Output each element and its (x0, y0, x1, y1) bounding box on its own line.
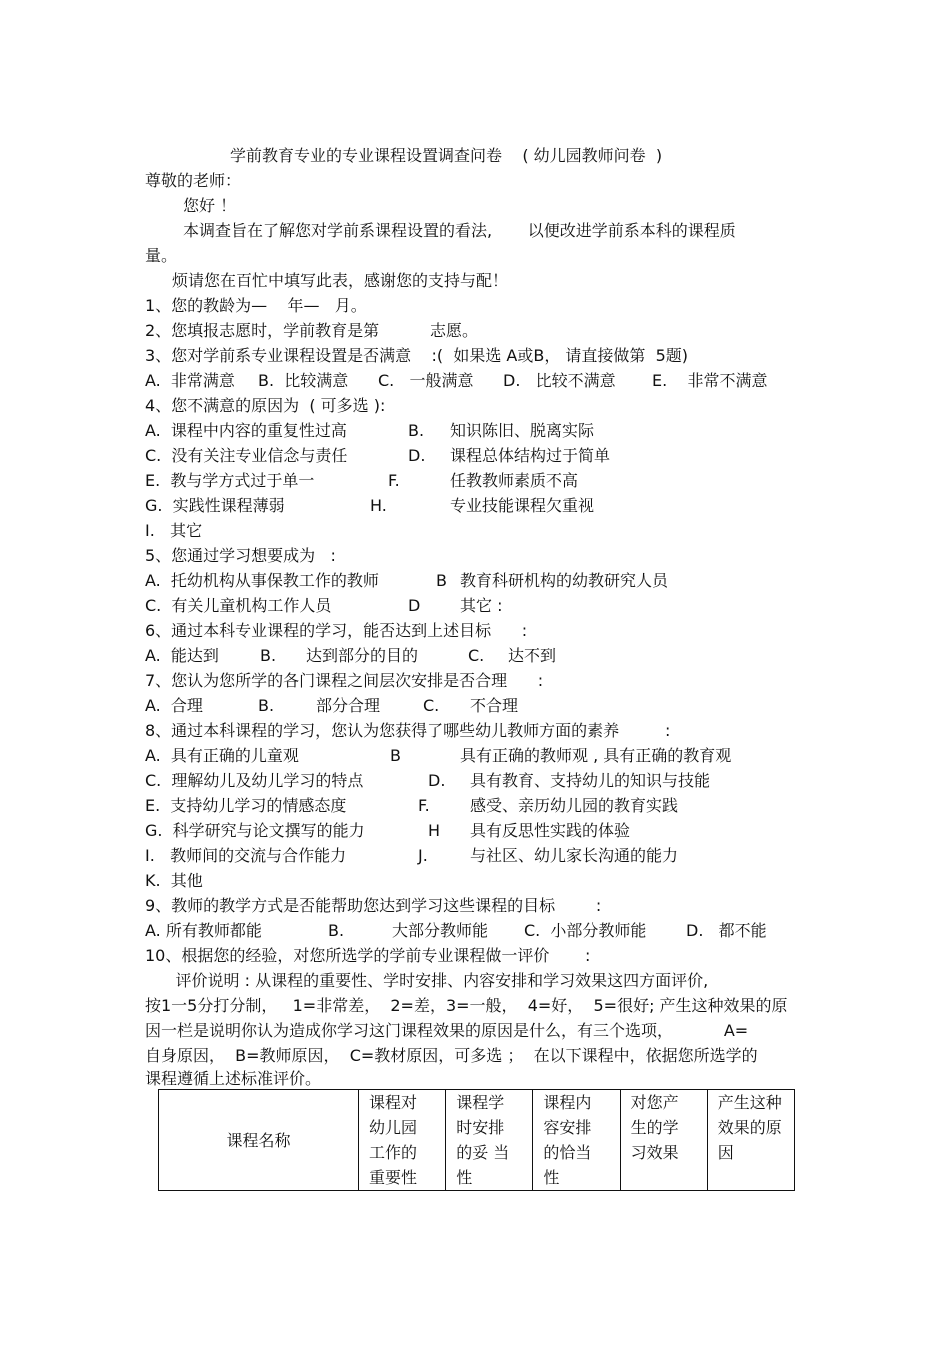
option-q8-k: K. 其他 (145, 871, 203, 890)
intro-line-2: 量。 (145, 246, 178, 265)
option-q4-d-letter: D. (408, 446, 426, 465)
option-q8-g: G. 科学研究与论文撰写的能力 (145, 821, 365, 840)
option-q8-d-letter: D. (428, 771, 446, 790)
option-q8-h: 具有反思性实践的体验 (470, 821, 631, 840)
option-q8-b: 具有正确的教师观 , 具有正确的教育观 (460, 746, 732, 765)
option-q7-c-letter: C. (423, 696, 440, 715)
option-q4-e: E. 教与学方式过于单一 (145, 471, 315, 490)
option-q8-f: 感受、亲历幼儿园的教育实践 (470, 796, 679, 815)
header-effect (620, 1090, 707, 1191)
question-7: 7、您认为您所学的各门课程之间层次安排是否合理 : (145, 671, 544, 690)
option-q8-a: A. 具有正确的儿童观 (145, 746, 299, 765)
option-q9-b: 大部分教师能 (392, 921, 489, 940)
option-q4-a: A. 课程中内容的重复性过高 (145, 421, 347, 440)
option-q8-e: E. 支持幼儿学习的情感态度 (145, 796, 347, 815)
option-q6-c-letter: C. (468, 646, 485, 665)
header-hours (446, 1090, 533, 1191)
option-q5-b-letter: B (436, 571, 447, 590)
evaluation-line-1: 评价说明 : 从课程的重要性、学时安排、内容安排和学习效果这四方面评价, (145, 971, 709, 990)
header-hours-text: 课程学 时安排 的妥 当 性 (456, 1093, 510, 1187)
option-q9-b-letter: B. (328, 921, 345, 940)
question-5: 5、您通过学习想要成为 : (145, 546, 336, 565)
option-q4-d: 课程总体结构过于简单 (450, 446, 611, 465)
option-q6-a: A. 能达到 (145, 646, 219, 665)
evaluation-line-5: 课程遵循上述标准评价。 (145, 1069, 322, 1088)
option-q6-b: 达到部分的目的 (306, 646, 419, 665)
option-q4-b-letter: B. (408, 421, 425, 440)
option-q3-d: D. 比较不满意 (503, 371, 616, 390)
header-content (533, 1090, 620, 1191)
header-content-text: 课程内 容安排 的恰当 性 (543, 1093, 592, 1187)
option-q8-i: I. 教师间的交流与合作能力 (145, 846, 347, 865)
table-header-row (159, 1090, 795, 1191)
greeting: 尊敬的老师： (145, 171, 242, 190)
option-q4-f-letter: F. (388, 471, 400, 490)
header-reason-text: 产生这种 效果的原 因 (717, 1093, 782, 1162)
option-q7-b-letter: B. (258, 696, 275, 715)
option-q5-c: C. 有关儿童机构工作人员 (145, 596, 332, 615)
option-q7-b: 部分合理 (316, 696, 381, 715)
header-effect-text: 对您产 生的学 习效果 (630, 1093, 679, 1162)
evaluation-line-3: 因一栏是说明你认为造成你学习这门课程效果的原因是什么，有三个选项， A= (145, 1021, 749, 1040)
question-4: 4、您不满意的原因为 ( 可多选 ): (145, 396, 386, 415)
option-q6-b-letter: B. (260, 646, 277, 665)
option-q8-h-letter: H (428, 821, 441, 840)
option-q4-h: 专业技能课程欠重视 (450, 496, 595, 515)
question-8: 8、通过本科课程的学习，您认为您获得了哪些幼儿教师方面的素养 : (145, 721, 671, 740)
option-q3-a: A. 非常满意 (145, 371, 235, 390)
option-q3-e: E. 非常不满意 (652, 371, 768, 390)
option-q3-c: C. 一般满意 (378, 371, 474, 390)
option-q5-b: 教育科研机构的幼教研究人员 (460, 571, 669, 590)
option-q4-c: C. 没有关注专业信念与责任 (145, 446, 348, 465)
option-q4-b: 知识陈旧、脱离实际 (450, 421, 595, 440)
question-2: 2、您填报志愿时，学前教育是第 志愿。 (145, 321, 479, 340)
hello: 您好 ！ (183, 196, 237, 215)
option-q5-a: A. 托幼机构从事保教工作的教师 (145, 571, 379, 590)
option-q6-c: 达不到 (508, 646, 557, 665)
option-q9-c: C. 小部分教师能 (524, 921, 647, 940)
question-9: 9、教师的教学方式是否能帮助您达到学习这些课程的目标 : (145, 896, 602, 915)
header-importance (359, 1090, 446, 1191)
option-q9-d: D. 都不能 (686, 921, 767, 940)
option-q7-c: 不合理 (470, 696, 519, 715)
option-q8-b-letter: B (390, 746, 401, 765)
option-q5-d: 其它 : (460, 596, 503, 615)
question-1: 1、您的教龄为— 年— 月。 (145, 296, 367, 315)
thanks-line: 烦请您在百忙中填写此表，感谢您的支持与配！ (172, 271, 509, 290)
question-3: 3、您对学前系专业课程设置是否满意 :( 如果选 A或B， 请直接做第 5题) (145, 346, 689, 365)
option-q8-d: 具有教育、支持幼儿的知识与技能 (470, 771, 711, 790)
evaluation-line-4: 自身原因， B=教师原因， C=教材原因，可多选 ； 在以下课程中，依据您所选学的 (145, 1046, 758, 1065)
document-title: 学前教育专业的专业课程设置调查问卷 ( 幼儿园教师问卷 ) (230, 146, 663, 165)
option-q4-f: 任教教师素质不高 (450, 471, 579, 490)
question-10: 10、根据您的经验，对您所选学的学前专业课程做一评价 : (145, 946, 591, 965)
option-q7-a: A. 合理 (145, 696, 203, 715)
option-q8-j: 与社区、幼儿家长沟通的能力 (470, 846, 679, 865)
option-q8-f-letter: F. (418, 796, 430, 815)
intro-line-1: 本调查旨在了解您对学前系课程设置的看法, 以便改进学前系本科的课程质 (183, 221, 736, 240)
evaluation-line-2: 按1一5分打分制， 1=非常差， 2=差，3=一般， 4=好， 5=很好; 产生这种效果的原 (145, 996, 788, 1015)
header-reason (707, 1090, 794, 1191)
option-q8-j-letter: J. (418, 846, 428, 865)
option-q4-g: G. 实践性课程薄弱 (145, 496, 285, 515)
option-q9-a: A. 所有教师都能 (145, 921, 262, 940)
header-importance-text: 课程对 幼儿园 工作的 重要性 (369, 1093, 418, 1187)
question-6: 6、通过本科专业课程的学习，能否达到上述目标 : (145, 621, 528, 640)
option-q8-c: C. 理解幼儿及幼儿学习的特点 (145, 771, 364, 790)
course-evaluation-table (158, 1089, 795, 1191)
option-q3-b: B. 比较满意 (258, 371, 349, 390)
option-q5-d-letter: D (408, 596, 421, 615)
option-q4-i: I. 其它 (145, 521, 203, 540)
option-q4-h-letter: H. (370, 496, 387, 515)
header-course-name: 课程名称 (159, 1090, 359, 1191)
